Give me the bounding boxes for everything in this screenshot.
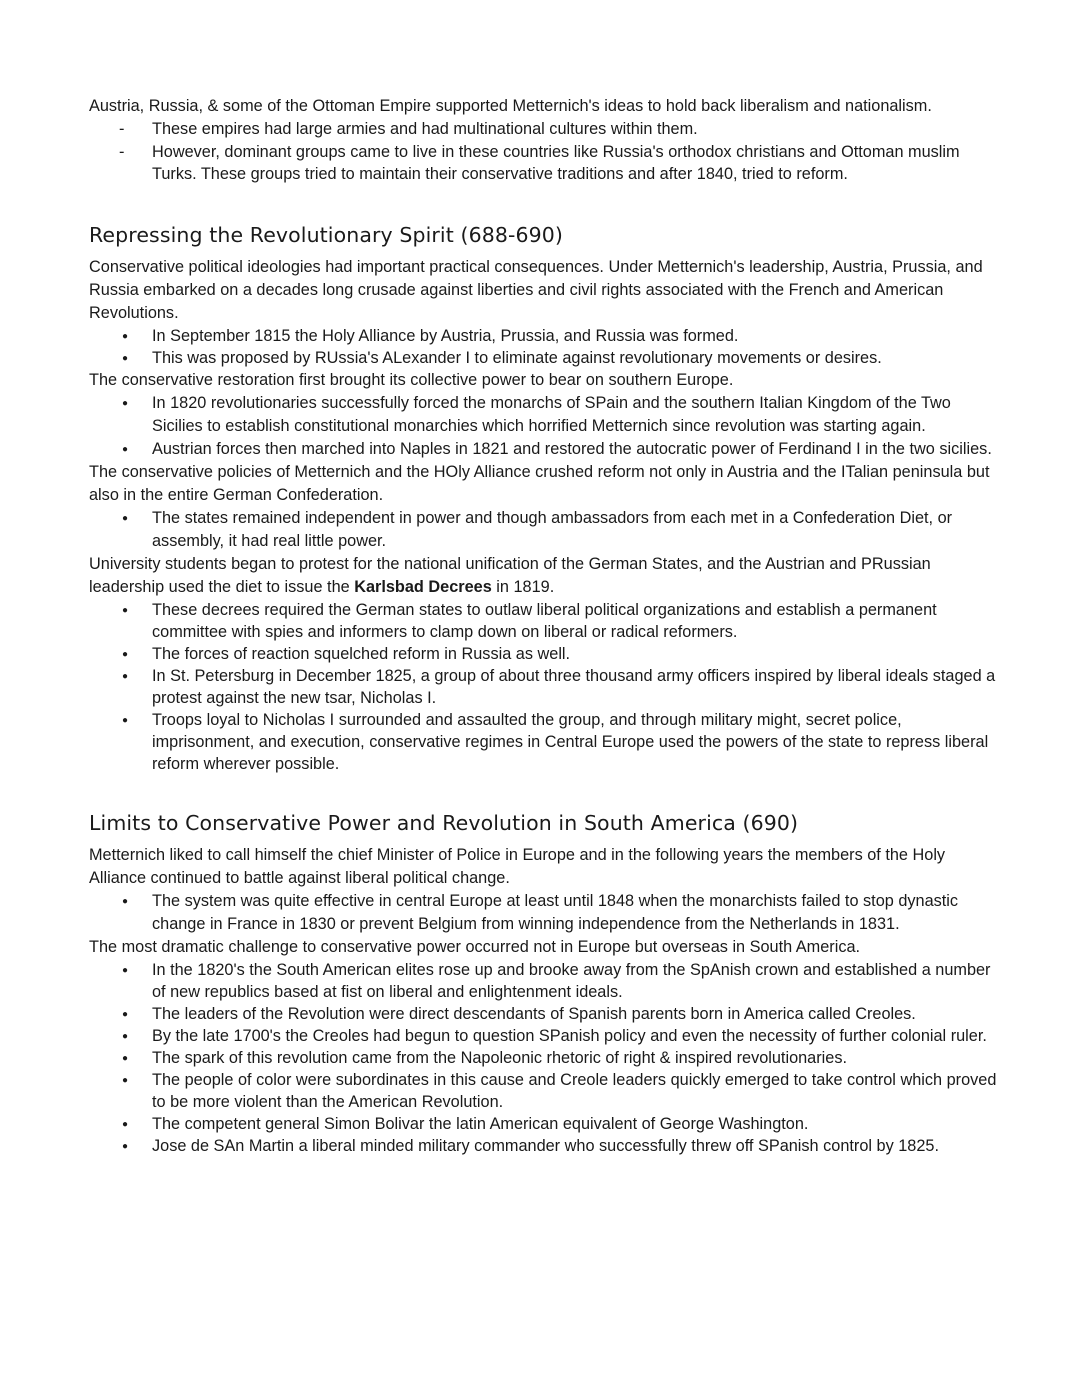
list-item: - However, dominant groups came to live in these countries like Russia's orthodox christians and Ottoman muslim Turks. These groups tried to maintain their conservative traditions and after 1840, tried to reform. — [89, 141, 999, 185]
section1-bullet-list-2 — [89, 392, 999, 461]
list-item: ● The system was quite effective in central Europe at least until 1848 when the monarchists failed to stop dynastic change in France in 1830 or prevent Belgium from winning independence from the Netherlands in 1831. — [89, 890, 999, 936]
section2-bullet-list-1 — [89, 890, 999, 936]
list-item: ● By the late 1700's the Creoles had begun to question SPanish policy and even the necessity of further colonial ruler. — [89, 1025, 999, 1047]
list-item: ● In 1820 revolutionaries successfully forced the monarchs of SPain and the southern Italian Kingdom of the Two Sicilies to establish constitutional monarchies which horrified Metternich since revolution was starting again. — [89, 392, 999, 438]
section1-paragraph-1: Conservative political ideologies had important practical consequences. Under Metternich's leadership, Austria, Prussia, and Russia embarked on a decades long crusade against liberties and civil rights associated with the French and American Revolutions. — [89, 258, 983, 322]
document-page — [89, 95, 999, 1157]
text-span: in 1819. — [491, 578, 555, 596]
section2-bullet-list-2 — [89, 959, 999, 1157]
list-item: ● The forces of reaction squelched reform in Russia as well. — [89, 643, 999, 665]
list-item: ● In the 1820's the South American elites rose up and brooke away from the SpAnish crown and established a number of new republics based at fist on liberal and enlightenment ideals. — [89, 959, 999, 1003]
section1-paragraph-3: The conservative policies of Metternich and the HOly Alliance crushed reform not only in Austria and the ITalian peninsula but also in the entire German Confederation. — [89, 463, 990, 504]
list-item: ● These decrees required the German states to outlaw liberal political organizations and establish a permanent committee with spies and informers to clamp down on liberal or radical reformers. — [89, 599, 999, 643]
list-item: ● Austrian forces then marched into Naples in 1821 and restored the autocratic power of Ferdinand I in the two sicilies. — [89, 438, 999, 461]
list-item: ● This was proposed by RUssia's ALexander I to eliminate against revolutionary movements or desires. — [89, 347, 999, 369]
list-item: ● The people of color were subordinates in this cause and Creole leaders quickly emerged to take control which proved to be more violent than the American Revolution. — [89, 1069, 999, 1113]
section2-paragraph-2: The most dramatic challenge to conservative power occurred not in Europe but overseas in South America. — [89, 938, 861, 956]
text-span: University students began to protest for the national unification of the German States, and the Austrian and PRussian leadership used the diet to issue the — [89, 555, 931, 596]
intro-dash-list — [89, 118, 999, 185]
section1-bullet-list-1 — [89, 325, 999, 369]
section1-paragraph-4 — [89, 553, 999, 599]
list-item: ● The leaders of the Revolution were direct descendants of Spanish parents born in America called Creoles. — [89, 1003, 999, 1025]
section2-paragraph-1: Metternich liked to call himself the chief Minister of Police in Europe and in the following years the members of the Holy Alliance continued to battle against liberal political change. — [89, 846, 946, 887]
list-item: - These empires had large armies and had multinational cultures within them. — [89, 118, 999, 141]
intro-paragraph: Austria, Russia, & some of the Ottoman Empire supported Metternich's ideas to hold back liberalism and nationalism. — [89, 97, 932, 115]
section-heading-limits: Limits to Conservative Power and Revolution in South America (690) — [89, 811, 799, 835]
list-item: ● The spark of this revolution came from the Napoleonic rhetoric of right & inspired revolutionaries. — [89, 1047, 999, 1069]
list-item: ● In September 1815 the Holy Alliance by Austria, Prussia, and Russia was formed. — [89, 325, 999, 347]
section1-bullet-list-4 — [89, 599, 999, 775]
list-item: ● Troops loyal to Nicholas I surrounded and assaulted the group, and through military might, secret police, imprisonment, and execution, conservative regimes in Central Europe used the powers of the state to repress liberal reform wherever possible. — [89, 709, 999, 775]
section1-paragraph-2: The conservative restoration first brought its collective power to bear on southern Europe. — [89, 371, 734, 389]
karlsbad-decrees-bold: Karlsbad Decrees — [354, 578, 492, 596]
list-item: ● In St. Petersburg in December 1825, a group of about three thousand army officers inspired by liberal ideals staged a protest against the new tsar, Nicholas I. — [89, 665, 999, 709]
section1-bullet-list-3 — [89, 507, 999, 553]
list-item: ● The states remained independent in power and though ambassadors from each met in a Confederation Diet, or assembly, it had real little power. — [89, 507, 999, 553]
list-item: ● The competent general Simon Bolivar the latin American equivalent of George Washington. — [89, 1113, 999, 1135]
section-heading-repressing: Repressing the Revolutionary Spirit (688-690) — [89, 223, 564, 247]
list-item: ● Jose de SAn Martin a liberal minded military commander who successfully threw off SPanish control by 1825. — [89, 1135, 999, 1157]
